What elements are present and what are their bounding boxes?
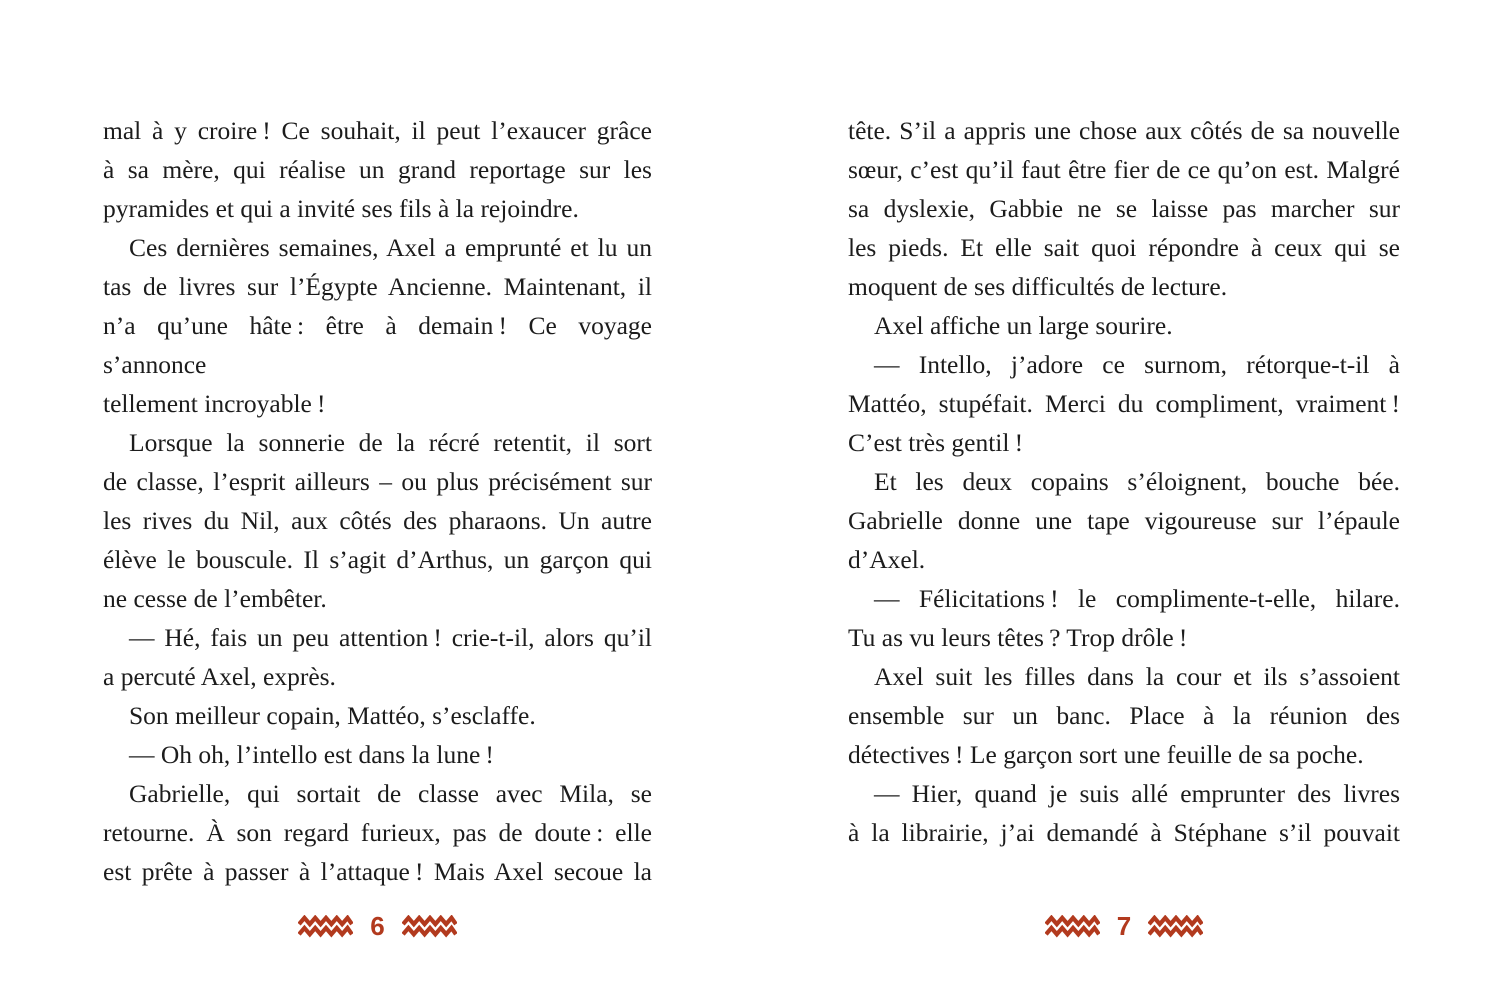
text-line: est prête à passer à l’attaque ! Mais Axel secoue la	[103, 857, 652, 886]
text-line: les rives du Nil, aux côtés des pharaons. Un autre	[103, 506, 652, 535]
text-line: — Hier, quand je suis allé emprunter des livres	[874, 779, 1400, 808]
text-line: les pieds. Et elle sait quoi répondre à ceux qui se	[848, 233, 1400, 262]
text-line: Gabrielle donne une tape vigoureuse sur l’épaule	[848, 506, 1400, 535]
text-line: sœur, c’est qu’il faut être fier de ce qu’on est. Malgré	[848, 155, 1400, 184]
text-line: Son meilleur copain, Mattéo, s’esclaffe.	[129, 701, 536, 730]
text-line: a percuté Axel, exprès.	[103, 662, 336, 691]
page-right-text	[848, 111, 1400, 852]
text-line: Ces dernières semaines, Axel a emprunté et lu un	[129, 233, 652, 262]
text-line: moquent de ses difficultés de lecture.	[848, 272, 1228, 301]
text-line: Lorsque la sonnerie de la récré retentit, il sort	[129, 428, 652, 457]
text-line: à la librairie, j’ai demandé à Stéphane s’il pouvait	[848, 818, 1400, 847]
page-number: 6	[370, 911, 385, 941]
text-line: n’a qu’une hâte : être à demain ! Ce voyage s’annonce	[103, 311, 652, 379]
zigzag-ornament-icon	[298, 915, 353, 940]
text-line: retourne. À son regard furieux, pas de doute : elle	[103, 818, 652, 847]
text-line: Gabrielle, qui sortait de classe avec Mila, se	[129, 779, 652, 808]
text-line: détectives ! Le garçon sort une feuille de sa poche.	[848, 740, 1364, 769]
text-line: Mattéo, stupéfait. Merci du compliment, vraiment !	[848, 389, 1400, 418]
text-line: pyramides et qui a invité ses fils à la rejoindre.	[103, 194, 579, 223]
text-line: Tu as vu leurs têtes ? Trop drôle !	[848, 623, 1188, 652]
page-right-footer	[848, 906, 1400, 948]
text-line: élève le bouscule. Il s’agit d’Arthus, un garçon qui	[103, 545, 652, 574]
zigzag-ornament-icon	[1148, 915, 1203, 940]
text-line: tête. S’il a appris une chose aux côtés de sa nouvelle	[848, 116, 1400, 145]
text-line: tellement incroyable !	[103, 389, 326, 418]
page-left-footer	[103, 906, 652, 948]
text-line: ne cesse de l’embêter.	[103, 584, 327, 613]
text-line: ensemble sur un banc. Place à la réunion des	[848, 701, 1400, 730]
text-line: Et les deux copains s’éloignent, bouche bée.	[874, 467, 1400, 496]
zigzag-ornament-icon	[402, 915, 457, 940]
text-line: mal à y croire ! Ce souhait, il peut l’exaucer grâce	[103, 116, 652, 145]
text-line: — Félicitations ! le complimente-t-elle, hilare.	[874, 584, 1400, 613]
text-line: à sa mère, qui réalise un grand reportage sur les	[103, 155, 652, 184]
text-line: — Intello, j’adore ce surnom, rétorque-t-il à	[874, 350, 1400, 379]
text-line: — Oh oh, l’intello est dans la lune !	[129, 740, 494, 769]
text-line: de classe, l’esprit ailleurs – ou plus précisément sur	[103, 467, 652, 496]
zigzag-ornament-icon	[1045, 915, 1100, 940]
text-line: Axel suit les filles dans la cour et ils s’assoient	[874, 662, 1400, 691]
text-line: d’Axel.	[848, 545, 926, 574]
text-line: — Hé, fais un peu attention ! crie-t-il, alors qu’il	[129, 623, 652, 652]
text-line: sa dyslexie, Gabbie ne se laisse pas marcher sur	[848, 194, 1400, 223]
text-line: C’est très gentil !	[848, 428, 1024, 457]
text-line: tas de livres sur l’Égypte Ancienne. Maintenant, il	[103, 272, 652, 301]
page-left-text	[103, 111, 652, 891]
page-number: 7	[1116, 911, 1132, 941]
text-line: Axel affiche un large sourire.	[874, 311, 1173, 340]
